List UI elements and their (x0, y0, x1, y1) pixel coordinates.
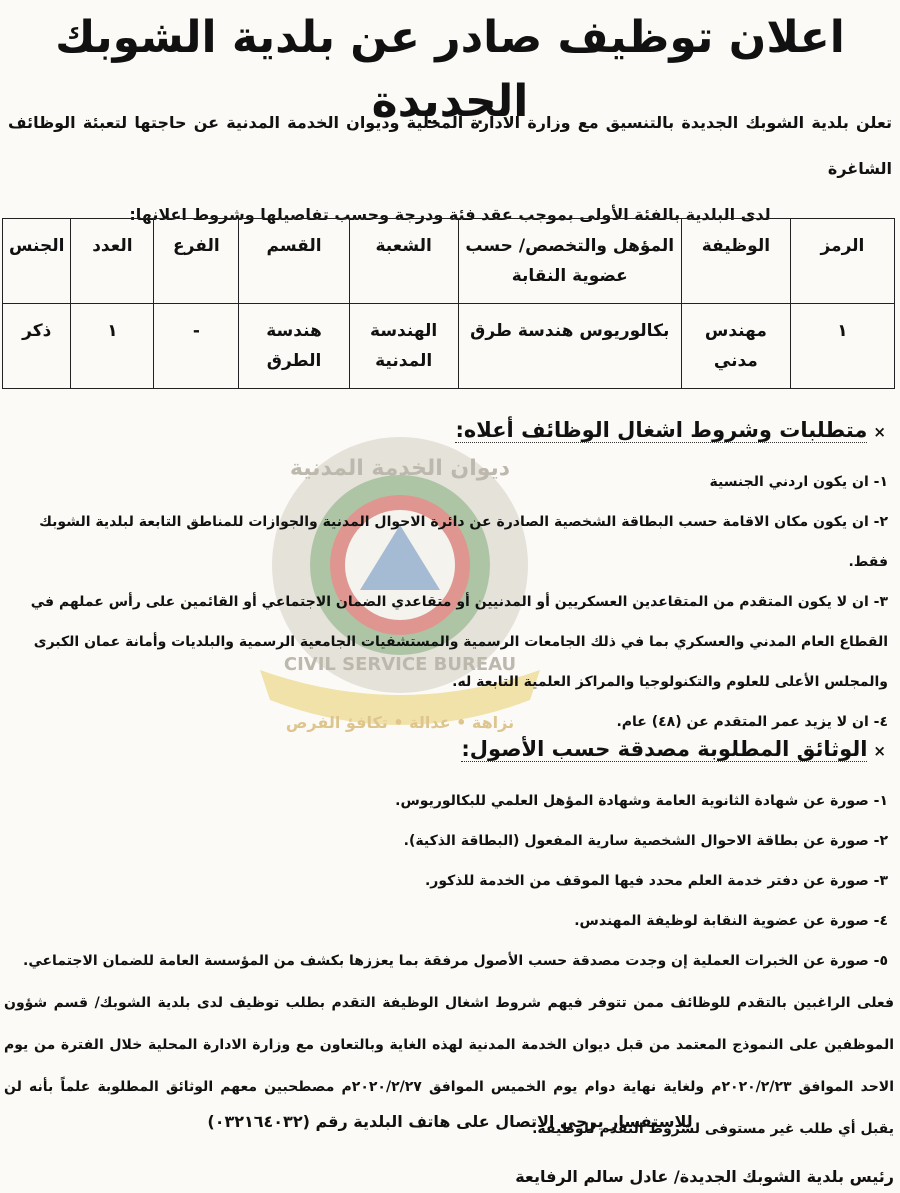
signature-line: رئيس بلدية الشوبك الجديدة/ عادل سالم الرفايعة (515, 1167, 894, 1186)
cell-branch: - (154, 304, 239, 389)
documents-marker: × (873, 742, 886, 760)
header-division: الشعبة (349, 219, 458, 304)
header-code: الرمز (790, 219, 894, 304)
intro-line-1: تعلن بلدية الشوبك الجديدة بالتنسيق مع وزارة الادارة المحلية وديوان الخدمة المدنية عن حاجتها لتعبئة الوظائف الشاغرة (8, 113, 892, 178)
cell-code: ١ (790, 304, 894, 389)
header-department: القسم (239, 219, 349, 304)
stamp-motto: نزاهة • عدالة • تكافؤ الفرص (285, 713, 515, 732)
documents-list (6, 781, 888, 981)
cell-count: ١ (71, 304, 154, 389)
list-item: ٥- صورة عن الخبرات العملية إن وجدت مصدقة حسب الأصول مرفقة بما يعززها بكشف من المؤسسة العامة للضمان الاجتماعي. (23, 953, 888, 969)
list-item: ٤- ان لا يزيد عمر المتقدم عن (٤٨) عام. (616, 714, 888, 730)
cell-department: هندسة الطرق (239, 304, 349, 389)
cell-division: الهندسة المدنية (349, 304, 458, 389)
cell-gender: ذكر (3, 304, 71, 389)
header-qualification: المؤهل والتخصص/ حسب عضوية النقابة (458, 219, 681, 304)
jobs-table (2, 218, 895, 389)
header-branch: الفرع (154, 219, 239, 304)
requirements-list (6, 462, 888, 742)
intro-line-2: لدى البلدية بالفئة الأولى بموجب عقد فئة ودرجة وحسب تفاصيلها وشروط اعلانها: (129, 205, 771, 224)
requirements-heading-text: متطلبات وشروط اشغال الوظائف أعلاه: (455, 418, 868, 442)
documents-heading-text: الوثائق المطلوبة مصدقة حسب الأصول: (461, 737, 868, 761)
list-item: ١- صورة عن شهادة الثانوية العامة وشهادة المؤهل العلمي للبكالوريوس. (395, 793, 888, 809)
list-item: ١- ان يكون اردني الجنسية (709, 474, 888, 490)
header-gender: الجنس (3, 219, 71, 304)
cell-qualification: بكالوريوس هندسة طرق (458, 304, 681, 389)
header-job: الوظيفة (681, 219, 790, 304)
list-item: ٢- صورة عن بطاقة الاحوال الشخصية سارية المفعول (البطاقة الذكية). (403, 833, 888, 849)
list-item: ٣- صورة عن دفتر خدمة العلم محدد فيها الموقف من الخدمة للذكور. (424, 873, 888, 889)
stamp-arabic-text: ديوان الخدمة المدنية (289, 456, 511, 481)
table-row (3, 304, 895, 389)
announcement-title: اعلان توظيف صادر عن بلدية الشوبك الجديدة (55, 12, 845, 127)
cell-job: مهندس مدني (681, 304, 790, 389)
application-instructions: فعلى الراغبين بالتقدم للوظائف ممن تتوفر فيهم شروط اشغال الوظيفة التقدم بطلب توظيف لدى بلدية الشوبك/ قسم شؤون الموظفين على النموذج المعتمد من قبل ديوان الخدمة المدنية لهذه الغاية وبالتعاون مع وزارة الادارة المحلية خلال الفترة من يوم الاحد الموافق ٢٠٢٠/٢/٢٣م ولغاية نهاية دوام يوم الخميس الموافق ٢٠٢٠/٢/٢٧م مصطحبين معهم الوثائق المطلوبة علماً بأنه لن يقبل أي طلب غير مستوفى لشروط التقدم للوظيفة. (4, 995, 895, 1137)
stamp-english-text: CIVIL SERVICE BUREAU (283, 654, 517, 675)
jobs-table-header-row (3, 219, 895, 304)
header-count: العدد (71, 219, 154, 304)
contact-line: للاستفسار يرجى الاتصال على هاتف البلدية رقم (٠٣٢١٦٤٠٣٢) (207, 1112, 693, 1131)
list-item: ٣- ان لا يكون المتقدم من المتقاعدين العسكريين أو المدنيين أو متقاعدي الضمان الاجتماعي أو القائمين على رأس عملهم في القطاع العام المدني والعسكري بما في ذلك الجامعات الرسمية والمستشفيات الجامعية الرسمية والبلديات وأمانة عمان الكبرى والمجلس الأعلى للعلوم والتكنولوجيا والمراكز العلمية التابعة له. (30, 594, 888, 690)
list-item: ٤- صورة عن عضوية النقابة لوظيفة المهندس. (574, 913, 888, 929)
documents-heading (461, 732, 886, 768)
requirements-marker: × (873, 423, 886, 441)
requirements-heading (455, 413, 886, 449)
list-item: ٢- ان يكون مكان الاقامة حسب البطاقة الشخصية الصادرة عن دائرة الاحوال المدنية والجوازات للمناطق التابعة لبلدية الشوبك فقط. (39, 514, 888, 570)
